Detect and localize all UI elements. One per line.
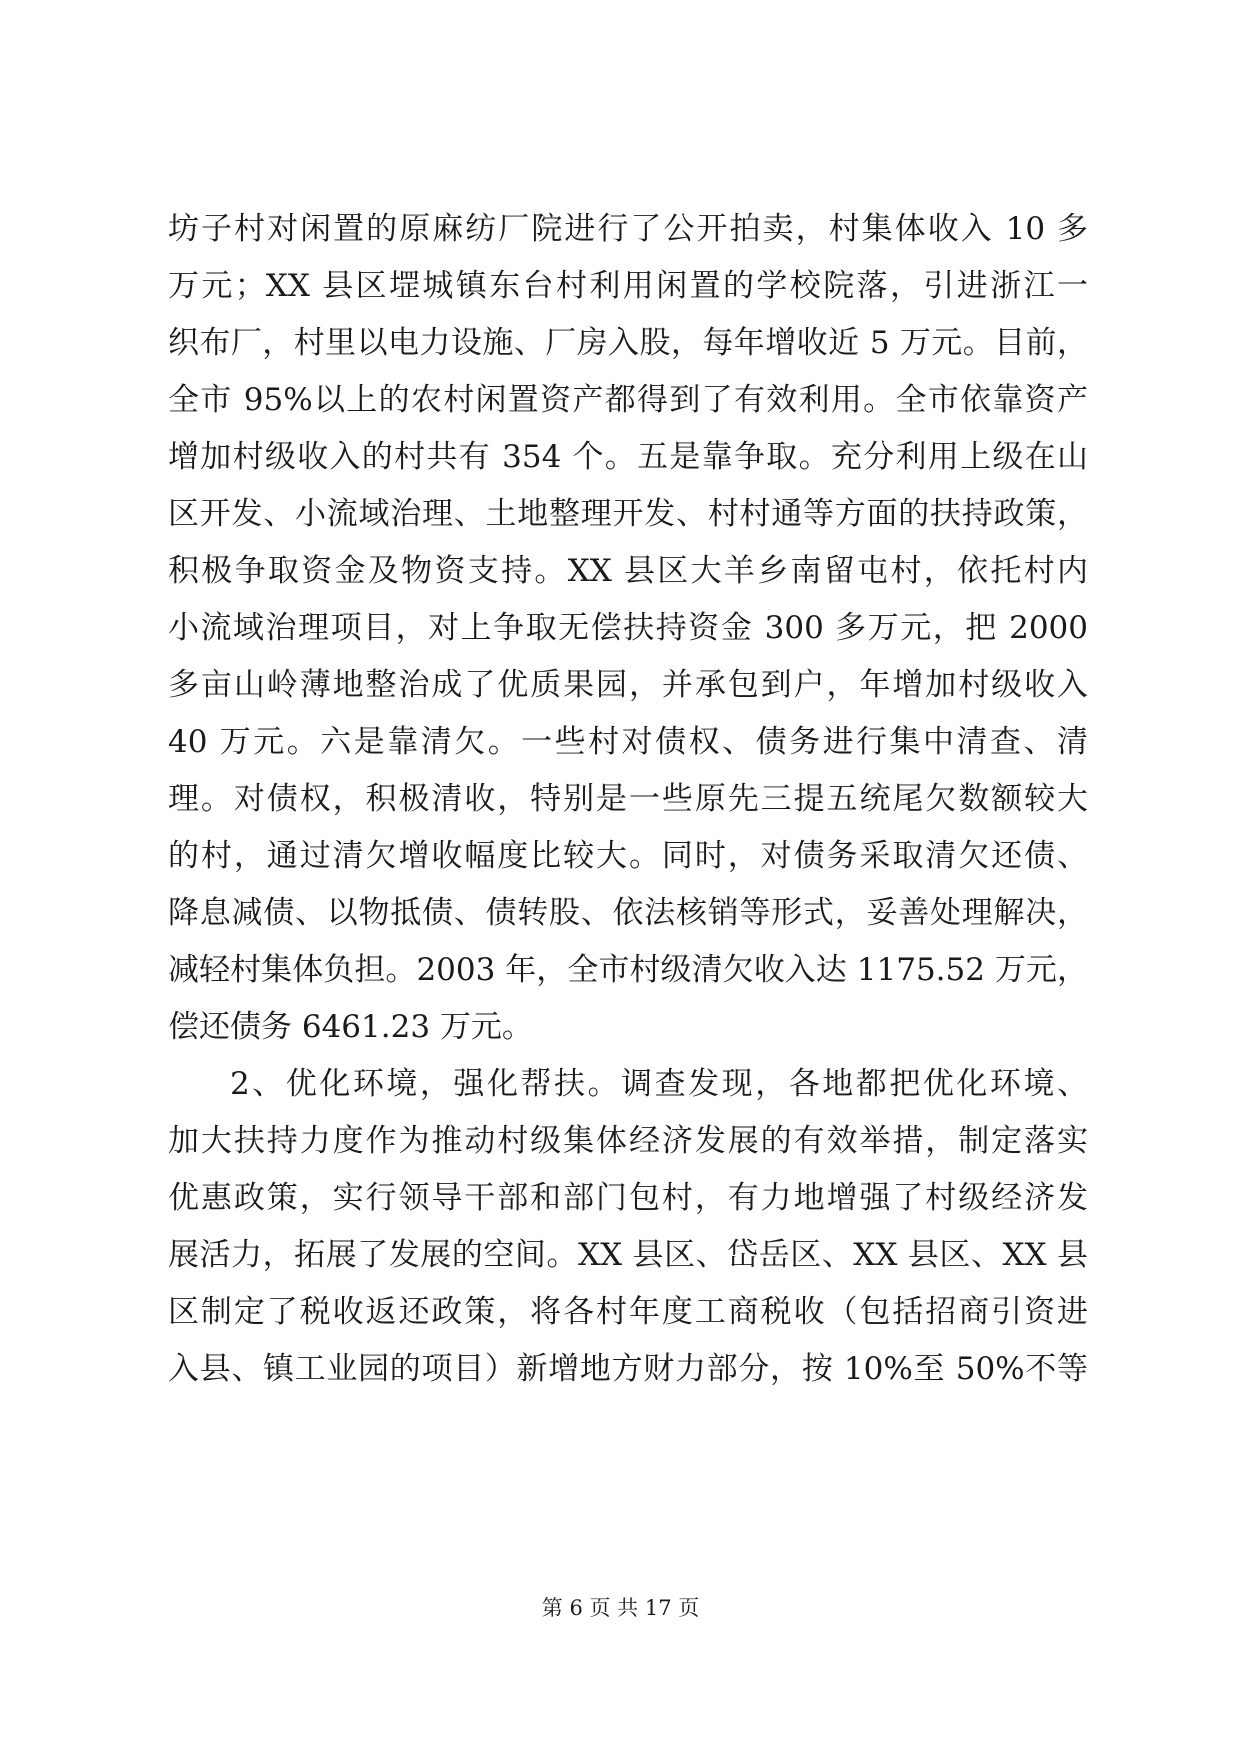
body-line-18: 优惠政策，实行领导干部和部门包村，有力地增强了村级经济发 xyxy=(168,1180,1088,1216)
body-line-16: 2、优化环境，强化帮扶。调查发现，各地都把优化环境、 xyxy=(230,1066,1088,1102)
body-line-12: 的村，通过清欠增收幅度比较大。同时，对债务采取清欠还债、 xyxy=(168,838,1088,874)
body-line-8: 小流域治理项目，对上争取无偿扶持资金 300 多万元，把 2000 xyxy=(168,610,1088,646)
body-line-11: 理。对债权，积极清收，特别是一些原先三提五统尾欠数额较大 xyxy=(168,781,1088,817)
body-line-20: 区制定了税收返还政策，将各村年度工商税收（包括招商引资进 xyxy=(168,1294,1088,1330)
body-line-13: 降息减债、以物抵债、债转股、依法核销等形式，妥善处理解决， xyxy=(168,895,1088,931)
body-line-21: 入县、镇工业园的项目）新增地方财力部分，按 10%至 50%不等 xyxy=(168,1351,1088,1387)
page-footer: 第 6 页 共 17 页 xyxy=(541,1596,700,1620)
body-line-5: 增加村级收入的村共有 354 个。五是靠争取。充分利用上级在山 xyxy=(168,439,1088,475)
body-line-4: 全市 95%以上的农村闲置资产都得到了有效利用。全市依靠资产 xyxy=(168,382,1088,418)
body-line-15: 偿还债务 6461.23 万元。 xyxy=(168,1009,533,1045)
body-line-6: 区开发、小流域治理、土地整理开发、村村通等方面的扶持政策， xyxy=(168,496,1088,532)
body-line-14: 减轻村集体负担。2003 年，全市村级清欠收入达 1175.52 万元， xyxy=(168,952,1088,988)
body-line-17: 加大扶持力度作为推动村级集体经济发展的有效举措，制定落实 xyxy=(168,1123,1088,1159)
body-line-3: 织布厂，村里以电力设施、厂房入股，每年增收近 5 万元。目前， xyxy=(168,325,1088,361)
body-line-1: 坊子村对闲置的原麻纺厂院进行了公开拍卖，村集体收入 10 多 xyxy=(168,211,1088,247)
body-line-19: 展活力，拓展了发展的空间。XX 县区、岱岳区、XX 县区、XX 县 xyxy=(168,1237,1088,1273)
body-line-2: 万元；XX 县区堽城镇东台村利用闲置的学校院落，引进浙江一 xyxy=(168,268,1088,304)
body-line-9: 多亩山岭薄地整治成了优质果园，并承包到户，年增加村级收入 xyxy=(168,667,1088,703)
body-line-7: 积极争取资金及物资支持。XX 县区大羊乡南留屯村，依托村内 xyxy=(168,553,1088,589)
body-line-10: 40 万元。六是靠清欠。一些村对债权、债务进行集中清查、清 xyxy=(168,724,1088,760)
